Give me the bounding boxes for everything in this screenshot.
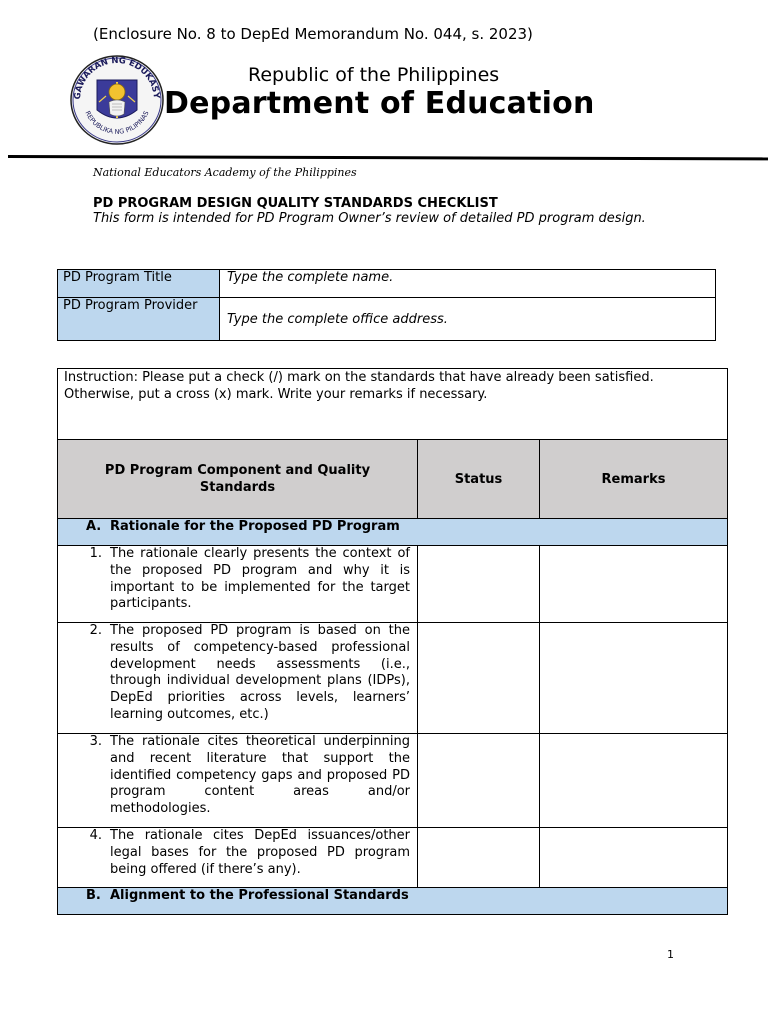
program-info-table (57, 269, 716, 341)
svg-text:KAGAWARAN NG EDUKASYON: GAWARAN NG EDUKASY (72, 55, 162, 100)
remarks-cell[interactable] (540, 546, 728, 623)
status-cell[interactable] (418, 546, 540, 623)
item-text: The rationale clearly presents the context of the proposed PD program and why it is important to be implemented for the target participants. (110, 546, 410, 612)
status-cell[interactable] (418, 734, 540, 828)
header-divider (8, 155, 768, 160)
section-a-title: Rationale for the Proposed PD Program (110, 519, 400, 534)
page-number: 1 (667, 948, 674, 961)
instruction-row (58, 369, 728, 440)
section-a-row (58, 519, 728, 546)
status-column-header: Status (418, 440, 540, 519)
deped-seal-logo (64, 52, 170, 148)
program-provider-label: PD Program Provider (58, 298, 220, 341)
status-cell[interactable] (418, 828, 540, 888)
standard-cell (58, 546, 418, 623)
table-row (58, 828, 728, 888)
remarks-column-header: Remarks (540, 440, 728, 519)
item-text: The rationale cites DepEd issuances/other legal bases for the proposed PD program being offered (if there’s any). (110, 828, 410, 877)
program-provider-field[interactable]: Type the complete office address. (220, 298, 716, 341)
section-b-row (58, 888, 728, 915)
academy-name: National Educators Academy of the Philippines (93, 166, 357, 179)
table-row (58, 546, 728, 623)
enclosure-note: (Enclosure No. 8 to DepEd Memorandum No. 044, s. 2023) (93, 25, 533, 43)
item-text: The proposed PD program is based on the results of competency-based professional development needs assessments (i.e., through individual development plans (IDPs), DepEd priorities across levels, learners’ learning outcomes, etc.) (110, 623, 410, 722)
section-a-heading (58, 519, 728, 546)
header-row (58, 440, 728, 519)
table-row (58, 734, 728, 828)
form-title: PD PROGRAM DESIGN QUALITY STANDARDS CHECKLIST (93, 196, 498, 211)
table-row (58, 623, 728, 734)
item-number: 3. (89, 734, 102, 749)
department-heading: Department of Education (164, 86, 595, 121)
standard-cell (58, 734, 418, 828)
program-title-field[interactable]: Type the complete name. (220, 270, 716, 298)
remarks-cell[interactable] (540, 623, 728, 734)
program-provider-row (58, 298, 716, 341)
status-cell[interactable] (418, 623, 540, 734)
svg-text:REPUBLIKA NG PILIPINAS: REPUBLIKA NG PILIPINAS (83, 109, 151, 136)
section-a-letter: A. (86, 519, 102, 534)
program-title-row (58, 270, 716, 298)
form-subtitle: This form is intended for PD Program Owner’s review of detailed PD program design. (93, 211, 646, 226)
component-column-header: PD Program Component and Quality Standards (58, 440, 418, 519)
remarks-cell[interactable] (540, 734, 728, 828)
standard-cell (58, 623, 418, 734)
item-number: 4. (89, 828, 102, 843)
remarks-cell[interactable] (540, 828, 728, 888)
standard-cell (58, 828, 418, 888)
section-b-title: Alignment to the Professional Standards (110, 888, 409, 903)
item-number: 2. (89, 623, 102, 638)
instruction-text: Instruction: Please put a check (/) mark on the standards that have already been satisfied. Otherwise, put a cross (x) mark. Write your remarks if necessary. (58, 369, 728, 440)
item-text: The rationale cites theoretical underpinning and recent literature that support the identified competency gaps and proposed PD program content areas and/or methodologies. (110, 734, 410, 817)
item-number: 1. (89, 546, 102, 561)
republic-heading: Republic of the Philippines (248, 64, 500, 86)
section-b-letter: B. (86, 888, 101, 903)
program-title-label: PD Program Title (58, 270, 220, 298)
checklist-table (57, 368, 728, 915)
section-b-heading (58, 888, 728, 915)
